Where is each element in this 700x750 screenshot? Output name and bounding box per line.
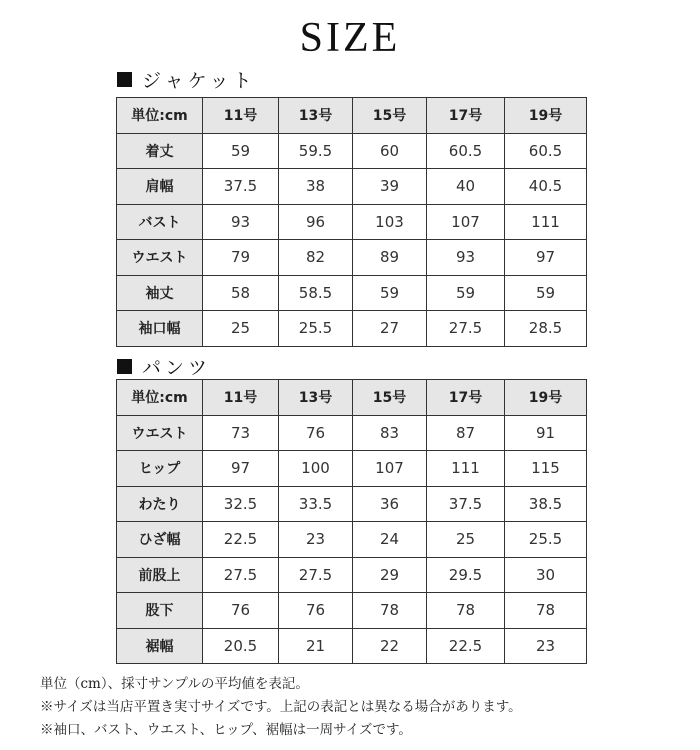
table-cell: 21 (279, 628, 353, 664)
row-label: バスト (117, 204, 203, 240)
table-cell: 23 (279, 522, 353, 558)
pants-heading-label: パンツ (142, 357, 212, 379)
table-row (117, 311, 587, 347)
table-cell: 28.5 (505, 311, 587, 347)
size-19-header: 19号 (505, 380, 587, 416)
table-cell: 27.5 (427, 311, 505, 347)
table-cell: 27.5 (203, 557, 279, 593)
table-cell: 58.5 (279, 275, 353, 311)
table-cell: 78 (427, 593, 505, 629)
table-cell: 27 (353, 311, 427, 347)
note-line: ※袖口、バスト、ウエスト、ヒップ、裾幅は一周サイズです。 (40, 722, 412, 738)
pants-size-table (116, 379, 587, 664)
row-label: ウエスト (117, 240, 203, 276)
table-cell: 22.5 (203, 522, 279, 558)
table-cell: 100 (279, 451, 353, 487)
unit-header: 単位:cm (117, 380, 203, 416)
table-cell: 23 (505, 628, 587, 664)
table-cell: 29.5 (427, 557, 505, 593)
table-cell: 37.5 (203, 169, 279, 205)
size-13-header: 13号 (279, 380, 353, 416)
table-cell: 59 (353, 275, 427, 311)
jacket-section-heading (117, 66, 256, 93)
square-bullet-icon (117, 359, 132, 374)
table-cell: 29 (353, 557, 427, 593)
table-cell: 111 (427, 451, 505, 487)
table-cell: 60.5 (505, 133, 587, 169)
table-cell: 22 (353, 628, 427, 664)
table-cell: 38.5 (505, 486, 587, 522)
table-cell: 59 (427, 275, 505, 311)
table-cell: 32.5 (203, 486, 279, 522)
row-label: わたり (117, 486, 203, 522)
size-15-header: 15号 (353, 98, 427, 134)
size-19-header: 19号 (505, 98, 587, 134)
table-cell: 40.5 (505, 169, 587, 205)
jacket-size-table (116, 97, 587, 347)
row-label: 股下 (117, 593, 203, 629)
table-cell: 37.5 (427, 486, 505, 522)
table-row (117, 133, 587, 169)
table-cell: 93 (427, 240, 505, 276)
table-row (117, 557, 587, 593)
size-17-header: 17号 (427, 380, 505, 416)
table-cell: 115 (505, 451, 587, 487)
table-cell: 24 (353, 522, 427, 558)
row-label: 袖口幅 (117, 311, 203, 347)
table-cell: 107 (427, 204, 505, 240)
table-cell: 59.5 (279, 133, 353, 169)
table-cell: 25 (203, 311, 279, 347)
table-row (117, 593, 587, 629)
size-13-header: 13号 (279, 98, 353, 134)
table-row (117, 451, 587, 487)
table-row (117, 169, 587, 205)
table-cell: 25.5 (279, 311, 353, 347)
table-row (117, 415, 587, 451)
size-17-header: 17号 (427, 98, 505, 134)
table-cell: 59 (505, 275, 587, 311)
table-cell: 97 (203, 451, 279, 487)
table-header-row (117, 380, 587, 416)
row-label: 前股上 (117, 557, 203, 593)
table-row (117, 522, 587, 558)
table-cell: 76 (279, 593, 353, 629)
table-cell: 38 (279, 169, 353, 205)
row-label: ひざ幅 (117, 522, 203, 558)
table-cell: 20.5 (203, 628, 279, 664)
table-row (117, 628, 587, 664)
table-cell: 91 (505, 415, 587, 451)
table-header-row (117, 98, 587, 134)
table-cell: 78 (505, 593, 587, 629)
table-cell: 60 (353, 133, 427, 169)
table-cell: 83 (353, 415, 427, 451)
pants-section-heading (117, 353, 211, 380)
table-cell: 111 (505, 204, 587, 240)
table-cell: 93 (203, 204, 279, 240)
note-line: 単位（cm）、採寸サンプルの平均値を表記。 (40, 676, 309, 692)
size-11-header: 11号 (203, 98, 279, 134)
table-cell: 40 (427, 169, 505, 205)
table-row (117, 204, 587, 240)
table-cell: 76 (203, 593, 279, 629)
table-cell: 59 (203, 133, 279, 169)
table-cell: 60.5 (427, 133, 505, 169)
row-label: 着丈 (117, 133, 203, 169)
size-11-header: 11号 (203, 380, 279, 416)
table-cell: 58 (203, 275, 279, 311)
table-cell: 89 (353, 240, 427, 276)
table-cell: 78 (353, 593, 427, 629)
unit-header: 単位:cm (117, 98, 203, 134)
table-cell: 27.5 (279, 557, 353, 593)
size-notes (40, 673, 690, 742)
square-bullet-icon (117, 72, 132, 87)
note-line: ※サイズは当店平置き実寸サイズです。上記の表記とは異なる場合があります。 (40, 699, 522, 715)
row-label: 袖丈 (117, 275, 203, 311)
table-cell: 73 (203, 415, 279, 451)
table-cell: 30 (505, 557, 587, 593)
table-cell: 79 (203, 240, 279, 276)
table-cell: 39 (353, 169, 427, 205)
size-15-header: 15号 (353, 380, 427, 416)
table-cell: 22.5 (427, 628, 505, 664)
table-cell: 87 (427, 415, 505, 451)
table-cell: 36 (353, 486, 427, 522)
table-cell: 33.5 (279, 486, 353, 522)
table-row (117, 275, 587, 311)
table-cell: 96 (279, 204, 353, 240)
table-cell: 25 (427, 522, 505, 558)
table-cell: 107 (353, 451, 427, 487)
table-cell: 76 (279, 415, 353, 451)
row-label: ウエスト (117, 415, 203, 451)
row-label: ヒップ (117, 451, 203, 487)
table-cell: 25.5 (505, 522, 587, 558)
jacket-heading-label: ジャケット (142, 70, 256, 92)
table-cell: 103 (353, 204, 427, 240)
table-row (117, 240, 587, 276)
row-label: 肩幅 (117, 169, 203, 205)
table-cell: 82 (279, 240, 353, 276)
row-label: 裾幅 (117, 628, 203, 664)
table-cell: 97 (505, 240, 587, 276)
table-row (117, 486, 587, 522)
page-title: SIZE (299, 15, 401, 61)
